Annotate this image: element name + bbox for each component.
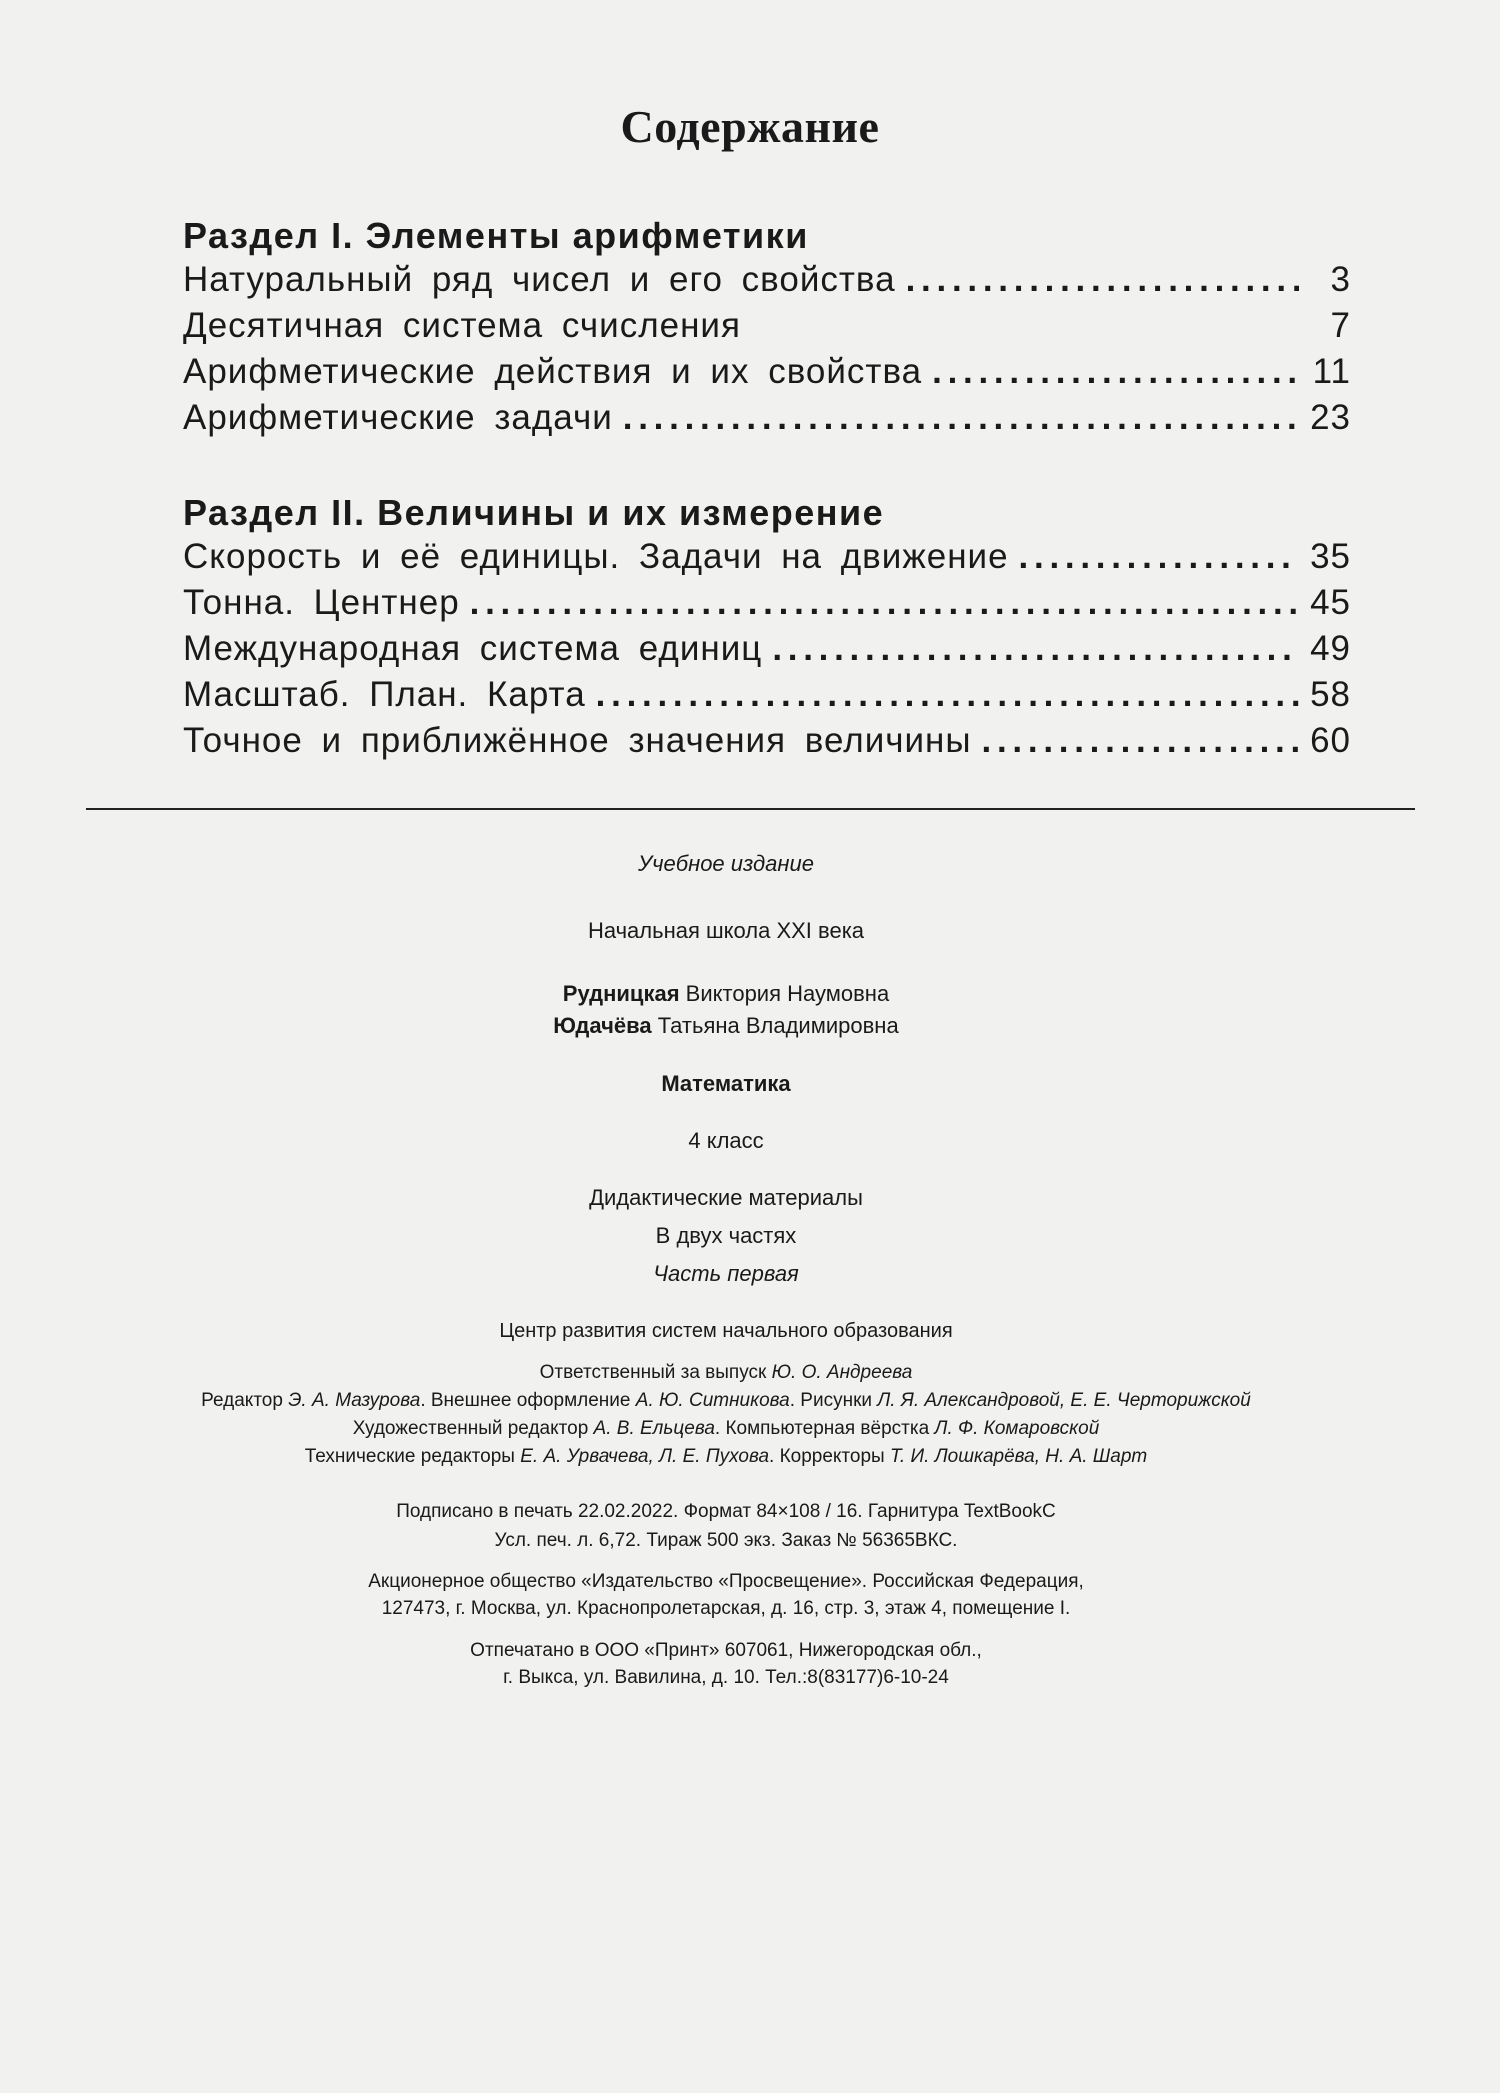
- credit-text: Редактор: [201, 1390, 289, 1411]
- author-line: [0, 981, 1452, 1007]
- credit-text: Художественный редактор: [352, 1418, 594, 1439]
- publisher-line: 127473, г. Москва, ул. Краснопролетарская, д. 16, стр. 3, этаж 4, помещение I.: [381, 1598, 1071, 1619]
- credit-person: Л. Ф. Комаровской: [934, 1418, 1100, 1439]
- printer-line: г. Выкса, ул. Вавилина, д. 10. Тел.:8(83177)6-10-24: [503, 1667, 949, 1688]
- toc-entry-label: Арифметические действия и их свойства: [183, 352, 923, 391]
- toc-entry-label: Арифметические задачи: [183, 398, 613, 437]
- toc-entry-page: 23: [1310, 398, 1351, 437]
- part-number: Часть первая: [653, 1261, 799, 1286]
- toc-section-heading: Раздел I. Элементы арифметики: [183, 215, 809, 256]
- toc-entry-label: Скорость и её единицы. Задачи на движение: [183, 537, 1009, 576]
- credit-person: Т. И. Лошкарёва, Н. А. Шарт: [890, 1446, 1148, 1467]
- toc-entry-page: 11: [1312, 352, 1351, 391]
- toc-entry-label: Масштаб. План. Карта: [183, 675, 586, 714]
- grade: 4 класс: [688, 1128, 764, 1153]
- credit-text: . Рисунки: [789, 1390, 878, 1411]
- credit-text: . Компьютерная вёрстка: [714, 1418, 935, 1439]
- publisher-center: Центр развития систем начального образования: [499, 1320, 953, 1342]
- author-name: Татьяна Владимировна: [657, 1013, 899, 1038]
- author-surname: Юдачёва: [553, 1013, 652, 1038]
- toc-entry-page: 35: [1310, 537, 1351, 576]
- print-info-line: Подписано в печать 22.02.2022. Формат 84×108 / 16. Гарнитура TextBookC: [396, 1501, 1056, 1522]
- credit-line: [0, 1362, 1452, 1384]
- toc-entry-label: Точное и приближённое значения величины: [183, 721, 972, 760]
- toc-entry-label: Натуральный ряд чисел и его свойства: [183, 260, 896, 299]
- credit-text: . Корректоры: [769, 1446, 890, 1467]
- credit-line: [0, 1446, 1452, 1468]
- author-surname: Рудницкая: [562, 981, 680, 1006]
- toc-entry-page: 49: [1310, 629, 1351, 668]
- toc-entry-page: 3: [1330, 260, 1351, 299]
- toc-entry-page: 7: [1330, 306, 1351, 345]
- toc-entry-label: Десятичная система счисления: [183, 306, 741, 345]
- credit-text: Технические редакторы: [304, 1446, 521, 1467]
- parts-total: В двух частях: [655, 1223, 797, 1248]
- credit-person: А. Ю. Ситникова: [635, 1390, 790, 1411]
- credit-text: Ответственный за выпуск: [539, 1362, 772, 1383]
- toc-entry-page: 45: [1310, 583, 1351, 622]
- toc-entry-label: Тонна. Центнер: [183, 583, 460, 622]
- edition-type: Учебное издание: [638, 851, 814, 876]
- author-name: Виктория Наумовна: [685, 981, 890, 1006]
- printer-line: Отпечатано в ООО «Принт» 607061, Нижегородская обл.,: [470, 1640, 982, 1661]
- material-type: Дидактические материалы: [589, 1185, 863, 1210]
- publisher-line: Акционерное общество «Издательство «Просвещение». Российская Федерация,: [368, 1571, 1084, 1592]
- credit-person: Л. Я. Александровой, Е. Е. Черторижской: [877, 1390, 1251, 1411]
- credit-text: . Внешнее оформление: [420, 1390, 636, 1411]
- series-name: Начальная школа XXI века: [587, 918, 865, 943]
- credit-person: А. В. Ельцева: [593, 1418, 715, 1439]
- author-line: [0, 1013, 1452, 1039]
- toc-entry-page: 60: [1310, 721, 1351, 760]
- credit-person: Е. А. Урвачева, Л. Е. Пухова: [520, 1446, 770, 1467]
- toc-entry-page: 58: [1310, 675, 1351, 714]
- toc-entry-label: Международная система единиц: [183, 629, 763, 668]
- book-title: Математика: [661, 1071, 791, 1096]
- credit-person: Ю. О. Андреева: [771, 1362, 913, 1383]
- credit-line: [0, 1390, 1452, 1412]
- credit-line: [0, 1418, 1452, 1440]
- toc-title: Содержание: [620, 101, 880, 152]
- print-info-line: Усл. печ. л. 6,72. Тираж 500 экз. Заказ № 56365ВКС.: [494, 1530, 958, 1551]
- credit-person: Э. А. Мазурова: [288, 1390, 421, 1411]
- toc-section-heading: Раздел II. Величины и их измерение: [183, 492, 885, 533]
